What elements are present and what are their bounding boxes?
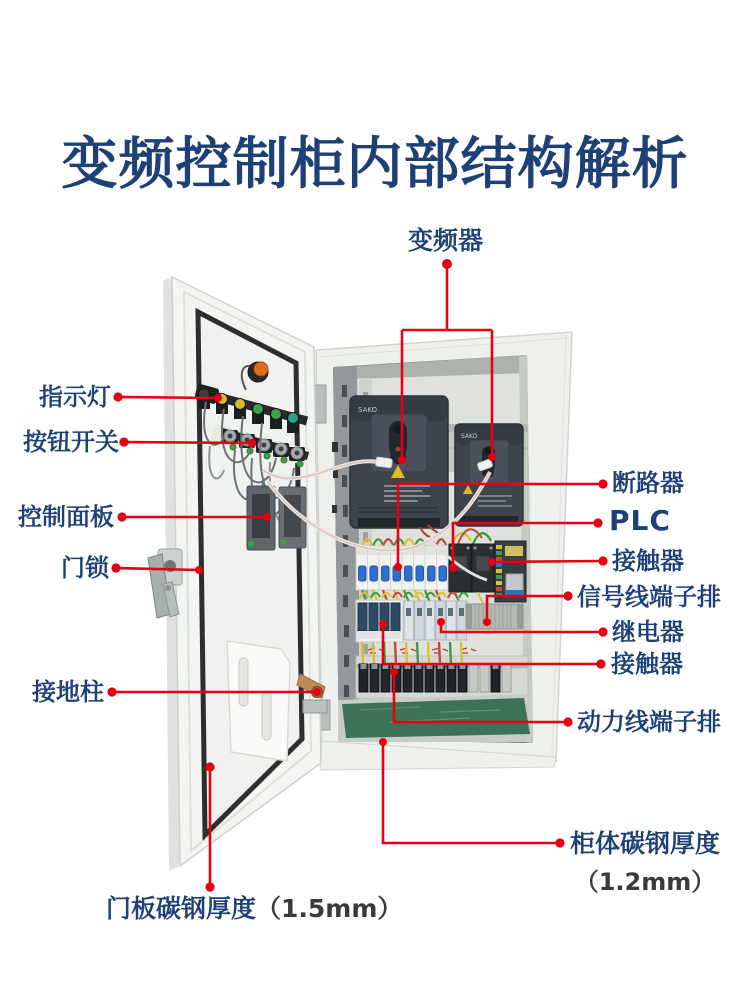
plc-module [495,541,526,602]
door-lock-assembly [148,549,182,618]
label-door-thickness [106,895,402,923]
page-title: 变频控制柜内部结构解析 [61,132,689,197]
cabinet-door [148,277,327,871]
label-inverter: 变频器 [408,226,484,255]
label-door-thickness-text: 门板碳钢厚度 [106,894,257,923]
document-pocket [227,641,290,761]
plc-terminal-stripes [496,545,502,597]
label-push-button-switch: 按钮开关 [23,428,119,456]
label-ground-post: 接地柱 [32,678,104,706]
signal-terminal-strip [466,604,523,629]
label-contactor-upper: 接触器 [612,547,684,575]
label-contactor-lower: 接触器 [611,650,683,678]
label-relay: 继电器 [612,618,684,646]
vfd1-brand: SAKO [358,406,378,414]
ribbon-connector-1 [375,457,392,468]
label-door-thickness-value: （1.5mm） [256,894,403,923]
label-indicator-light: 指示灯 [39,383,111,411]
label-cabinet-thickness-value: （1.2mm） [574,868,716,896]
label-circuit-breaker: 断路器 [612,469,684,497]
vfd2-brand: SAKO [461,433,478,440]
label-cabinet-thickness: 柜体碳钢厚度 [570,829,721,858]
label-door-lock: 门锁 [61,554,109,582]
label-control-panel: 控制面板 [18,503,114,531]
green-base-plate [342,698,530,738]
label-signal-terminal-block: 信号线端子排 [577,583,721,611]
label-power-terminal-block: 动力线端子排 [577,708,721,736]
label-plc: PLC [609,504,671,537]
relay-modules [404,601,467,640]
